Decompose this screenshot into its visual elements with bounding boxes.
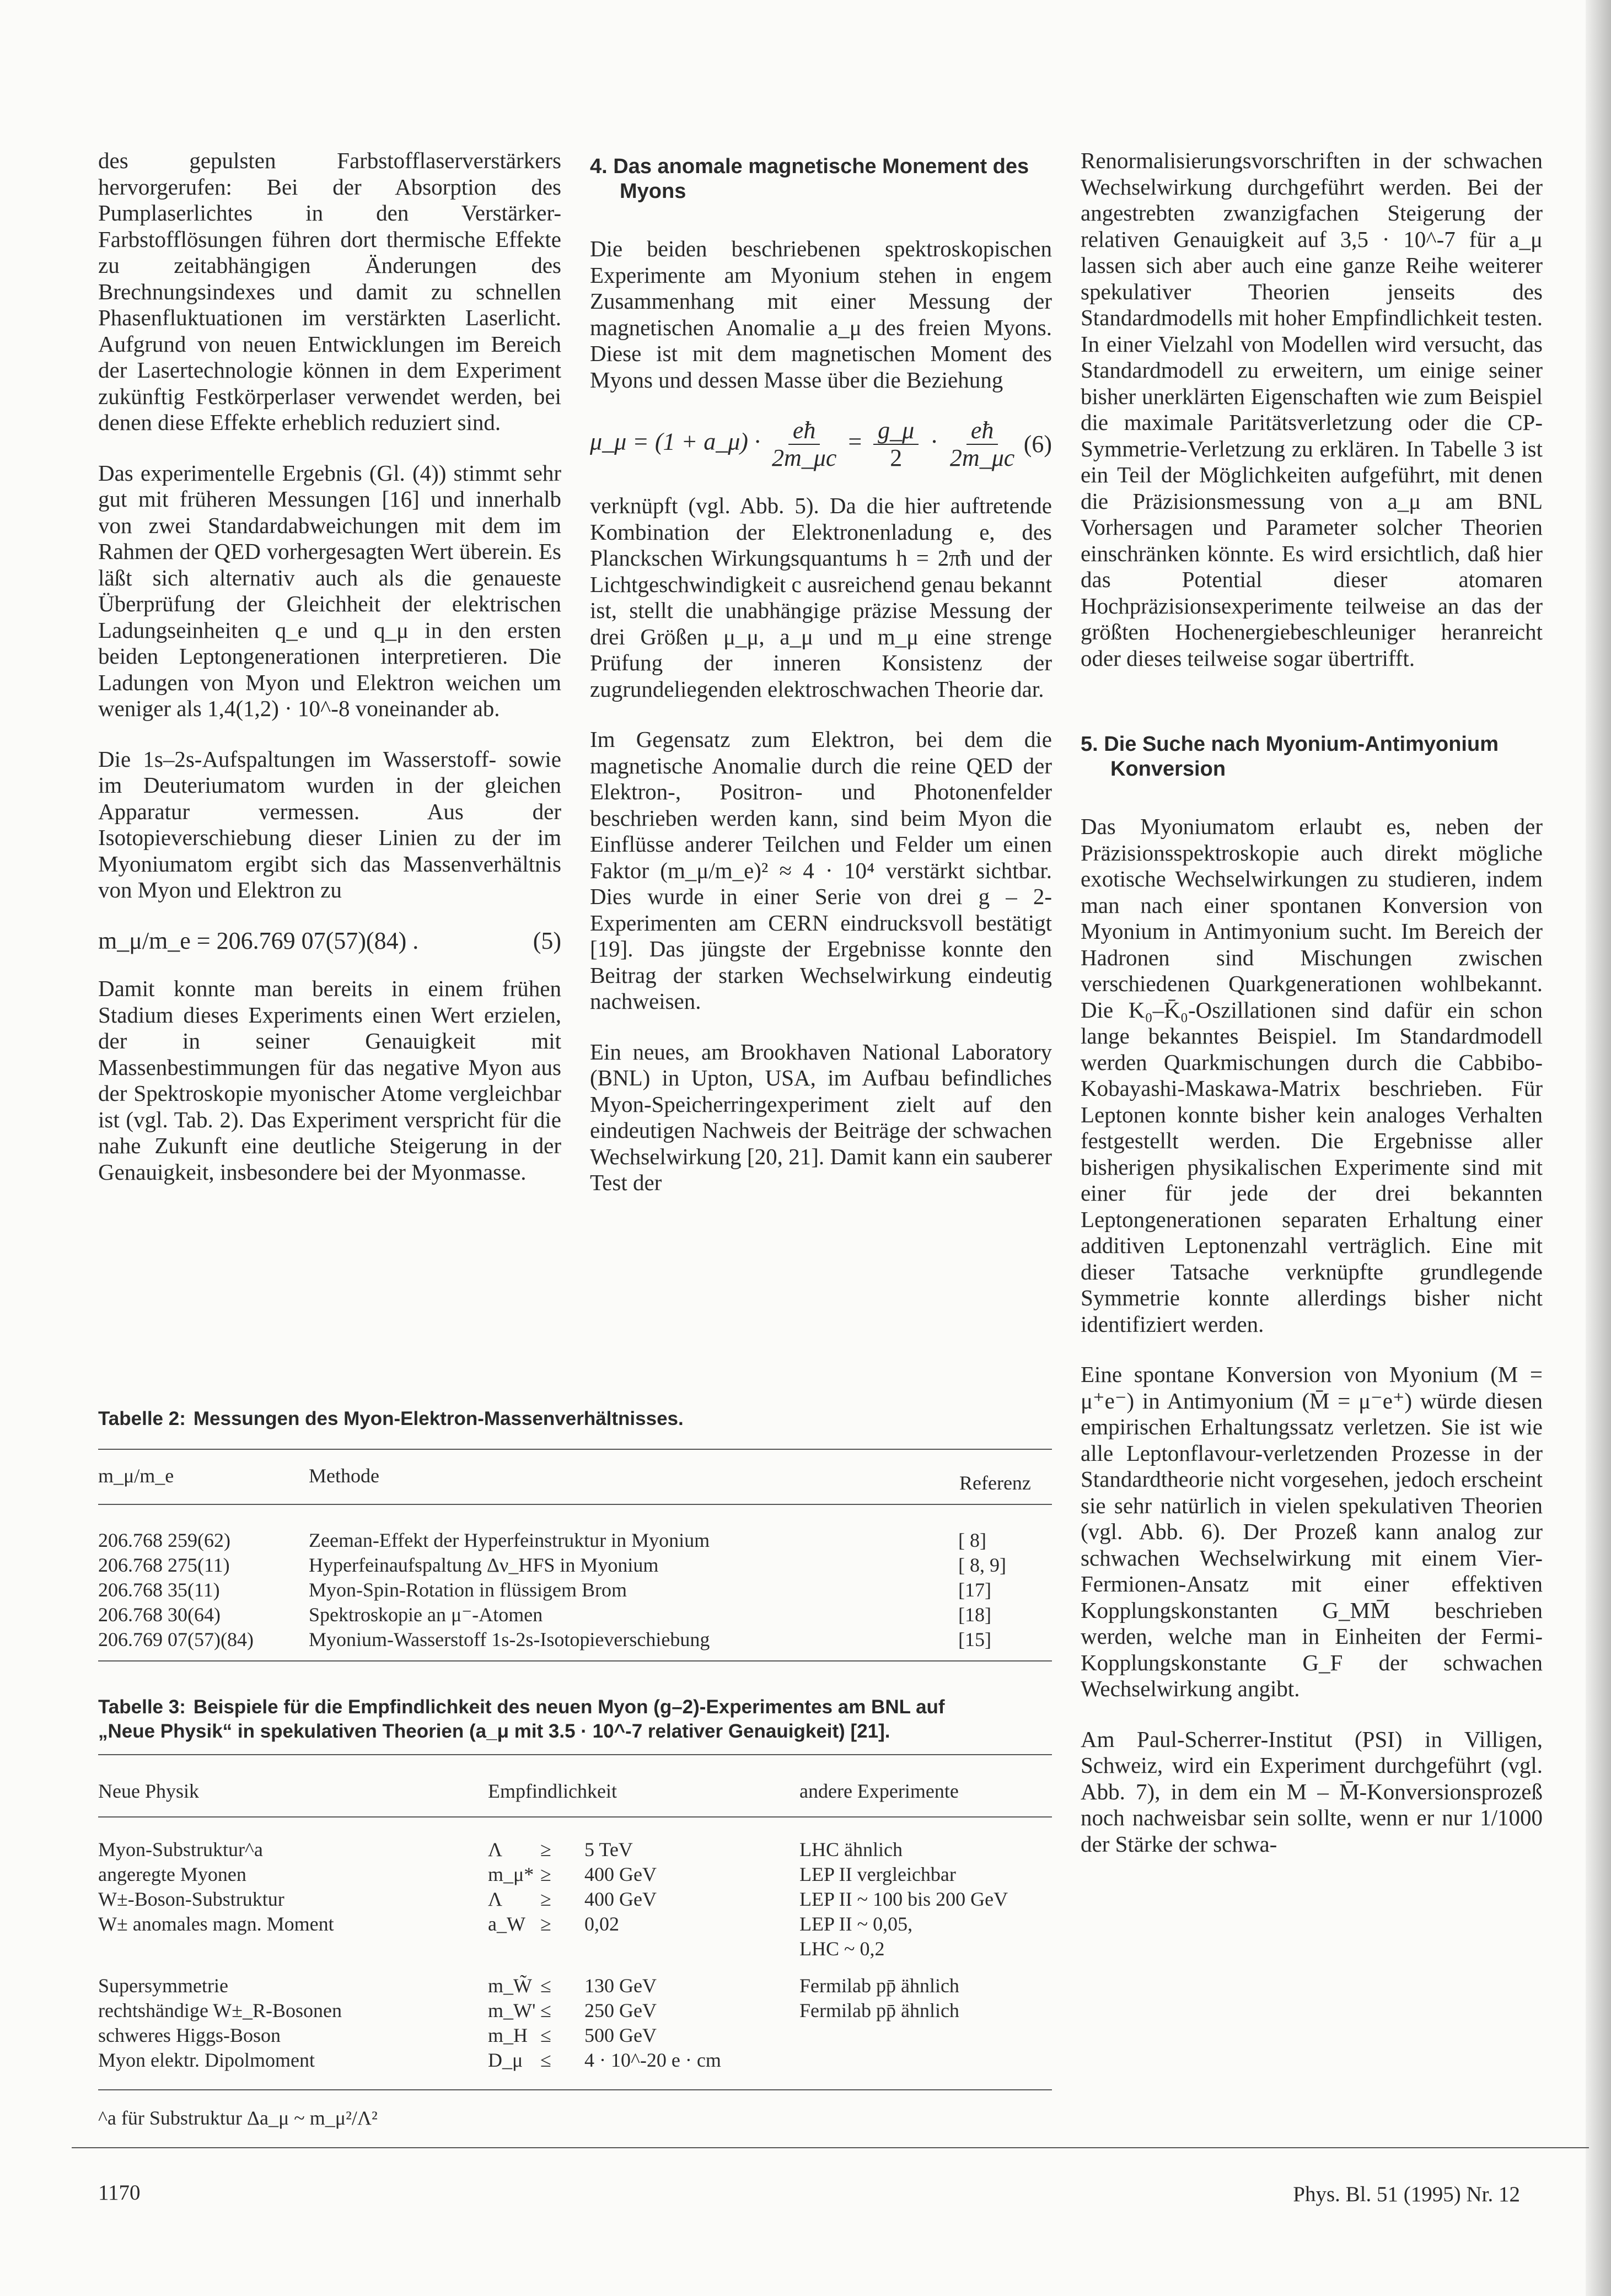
table-2-column-values xyxy=(98,1528,254,1652)
table-2-top-rule xyxy=(98,1449,1052,1450)
table-cell: Supersymmetrie xyxy=(98,1975,228,1997)
table-cell: [18] xyxy=(958,1604,991,1626)
table-cell: 130 GeV xyxy=(584,1975,657,1997)
table-cell: 206.768 35(11) xyxy=(98,1579,220,1601)
paragraph: Renormalisierungsvorschriften in der schwachen Wechselwirkung durchgeführt werden. Bei der angestrebten zwanzigfachen Steigerung der relativen Genauigkeit auf 3,5 · 10^-7 für a_μ lassen sich aber auch eine ganze Reihe weiterer spekulativer Theorien jenseits des Standardmodells mit hoher Empfindlichkeit testen. In einer Vielzahl von Modellen wird versucht, das Standardmodell zu erweitern, um einige seiner bisher unerklärten Eigenschaften wie zum Beispiel die maximale Paritätsverletzung oder die CP-Symmetrie-Verletzung zu erklären. In Tabelle 3 ist ein Teil der Möglichkeiten aufgeführt, mit denen die Präzisionsmessung von a_μ am BNL Vorhersagen und Parameter solcher Theorien einschränken könnte. Es wird ersichtlich, daß hier das Potential dieser atomaren Hochpräzisionsexperimente teilweise an das der größten Hochenergiebeschleuniger heranreicht oder dieses teilweise sogar übertrifft. xyxy=(1081,148,1543,671)
equation-6-number: (6) xyxy=(1023,430,1052,458)
paragraph: Das Myoniumatom erlaubt es, neben der Präzisionsspektroskopie auch direkt mögliche exotische Wechselwirkungen zu studieren, indem man nach einer spontanen Konversion von Myonium in Antimyonium sucht. Im Bereich der Hadronen sind Mischungen zwischen verschiedenen Quarkgenerationen wohlbekannt. Die K₀–K̄₀-Oszillationen sind dafür ein schon lange bekanntes Beispiel. Im Standardmodell werden Quarkmischungen durch die Cabbibo-Kobayashi-Maskawa-Matrix beschrieben. Für Leptonen konnte bisher kein analoges Verhalten festgestellt werden. Die Ergebnisse aller bisherigen physikalischen Experimente sind mit einer für jede der drei bekannten Leptongenerationen separaten Erhaltung einer additiven Leptonenzahl verträglich. Eine mit dieser Tatsache verknüpfte grundlegende Symmetrie konnte allerdings bisher nicht identifiziert werden. xyxy=(1081,814,1543,1337)
table-cell: 5 TeV xyxy=(584,1838,633,1861)
table-cell: 500 GeV xyxy=(584,2024,657,2046)
table-cell: ≤ xyxy=(540,1975,551,1997)
table-cell: ≤ xyxy=(540,2024,551,2046)
equation-5-number: (5) xyxy=(533,927,561,954)
table-cell xyxy=(540,1937,551,1961)
eq6-fraction-1 xyxy=(772,417,836,471)
table-cell: m_H xyxy=(488,2024,528,2046)
table-cell: a_W xyxy=(488,1913,525,1935)
table-3-title-line-2: „Neue Physik“ in spekulativen Theorien (a_μ mit 3.5 · 10^-7 relativer Genauigkeit) [21]. xyxy=(98,1720,890,1742)
paragraph: Im Gegensatz zum Elektron, bei dem die magnetische Anomalie durch die reine QED der Elektron-, Positron- und Photonenfelder beschrieben werden kann, sind beim Myon die Einflüsse anderer Teilchen und Felder um einen Faktor (m_μ/m_e)² ≈ 4 · 10⁴ verstärkt sichtbar. Dies wurde in einer Serie von drei g – 2-Experimenten am CERN eindrucksvoll bestätigt [19]. Das jüngste der Ergebnisse konnte den Beitrag der starken Wechselwirkung eindeutig nachweisen. xyxy=(590,727,1052,1014)
paragraph: Damit konnte man bereits in einem frühen Stadium dieses Experiments einen Wert erzielen, der in seiner Genauigkeit mit Massenbestimmungen für das negative Myon aus der Spektroskopie myonischer Atome vergleichbar ist (vgl. Tab. 2). Das Experiment verspricht für die nahe Zukunft eine deutliche Steigerung in der Genauigkeit, insbesondere bei der Myonmasse. xyxy=(98,976,561,1185)
table-3-group-1-physics xyxy=(98,1837,334,1961)
table-cell: Λ xyxy=(488,1838,503,1861)
table-cell: 206.768 30(64) xyxy=(98,1604,221,1626)
journal-reference: Phys. Bl. 51 (1995) Nr. 12 xyxy=(1293,2182,1520,2206)
table-cell: LEP II vergleichbar xyxy=(799,1863,956,1885)
table-cell: 400 GeV xyxy=(584,1863,657,1885)
table-cell: 250 GeV xyxy=(584,1999,657,2021)
table-3-group-2-other xyxy=(799,1974,959,2073)
table-cell: Myonium-Wasserstoff 1s-2s-Isotopieverschiebung xyxy=(309,1628,710,1650)
section-heading-5: 5. Die Suche nach Myonium-Antimyonium Konversion xyxy=(1081,733,1499,781)
footer-rule xyxy=(72,2147,1589,2148)
table-cell xyxy=(799,2048,959,2073)
paragraph: verknüpft (vgl. Abb. 5). Da die hier auftretende Kombination der Elektronenladung e, des Planckschen Wirkungsquantums h = 2πħ und der Lichtgeschwindigkeit c ausreichend genau bekannt ist, stellt die unabhängige präzise Messung der drei Größen μ_μ, a_μ und m_μ eine strenge Prüfung der inneren Konsistenz der zugrundeliegenden elektroschwachen Theorie dar. xyxy=(590,493,1052,702)
table-3-header-other: andere Experimente xyxy=(799,1780,959,1802)
table-cell: 4 · 10^-20 e · cm xyxy=(584,2049,721,2071)
table-cell: Myon elektr. Dipolmoment xyxy=(98,2049,315,2071)
section-heading-4: 4. Das anomale magnetische Monement des Myons xyxy=(590,155,1029,203)
table-2-label: Tabelle 2: xyxy=(98,1408,186,1429)
table-cell: Myon-Spin-Rotation in flüssigem Brom xyxy=(309,1579,627,1601)
table-cell: ≥ xyxy=(540,1838,551,1861)
table-2-header-quantity: m_μ/m_e xyxy=(98,1465,174,1487)
table-cell: ≤ xyxy=(540,1999,551,2021)
table-3-header-sensitivity: Empfindlichkeit xyxy=(488,1780,617,1802)
eq6-f1-num: eħ xyxy=(788,417,820,445)
table-3-top-rule xyxy=(98,1754,1052,1755)
table-3-group-2-symbol xyxy=(488,1974,535,2073)
table-3-footnote: ^a für Substruktur Δa_μ ~ m_μ²/Λ² xyxy=(98,2107,378,2129)
column-2 xyxy=(590,154,1052,1196)
column-1 xyxy=(98,148,561,1185)
table-cell: ≥ xyxy=(540,1913,551,1935)
table-3-caption xyxy=(98,1695,945,1744)
table-3-group-1-relation xyxy=(540,1837,551,1961)
table-2-header-rule xyxy=(98,1504,1052,1505)
table-cell xyxy=(799,2023,959,2048)
table-cell xyxy=(98,1937,334,1961)
table-cell: Λ xyxy=(488,1888,503,1910)
eq6-f2-num: g_μ xyxy=(873,417,919,445)
table-2-column-methods xyxy=(309,1528,710,1652)
table-cell: Fermilab pp̄ ähnlich xyxy=(799,1975,959,1997)
page-edge-shadow xyxy=(1586,0,1611,2296)
table-3-group-1-value xyxy=(584,1837,657,1961)
column-3 xyxy=(1081,148,1543,1857)
equation-6-body xyxy=(590,417,1020,471)
table-2-title: Messungen des Myon-Elektron-Massenverhältnisses. xyxy=(193,1408,684,1429)
table-cell: 206.769 07(57)(84) xyxy=(98,1628,254,1650)
table-cell: [ 8, 9] xyxy=(958,1554,1006,1576)
paragraph: Die beiden beschriebenen spektroskopischen Experimente am Myonium stehen in engem Zusammenhang mit einer Messung der magnetischen Anomalie a_μ des freien Myons. Diese ist mit dem magnetischen Moment des Myons und dessen Masse über die Beziehung xyxy=(590,236,1052,392)
table-3-title-line-1: Beispiele für die Empfindlichkeit des neuen Myon (g–2)-Experimentes am BNL auf xyxy=(193,1696,945,1718)
table-2-header-method: Methode xyxy=(309,1465,379,1487)
table-3-caption-line-1 xyxy=(98,1695,945,1719)
table-cell: ≤ xyxy=(540,2049,551,2071)
table-cell: Fermilab pp̄ ähnlich xyxy=(799,1999,959,2021)
equation-5 xyxy=(98,928,561,954)
table-cell: LHC ~ 0,2 xyxy=(799,1938,885,1960)
table-3-group-1-other xyxy=(799,1837,1008,1961)
table-cell: Hyperfeinaufspaltung Δν_HFS in Myonium xyxy=(309,1554,659,1576)
paragraph: Eine spontane Konversion von Myonium (M = μ⁺e⁻) in Antimyonium (M̄ = μ⁻e⁺) würde diesen empirischen Erhaltungssatz verletzen. Sie ist wie alle Leptonflavour-verletzenden Prozesse in der Standardtheorie nicht vorgesehen, jedoch erscheint sie sehr natürlich in vielen spekulativen Theorien (vgl. Abb. 6). Der Prozeß kann analog zur schwachen Wechselwirkung mit einem Vier-Fermionen-Ansatz mit einer effektiven Kopplungskonstanten G_MM̄ beschrieben werden, welche man in Einheiten der Fermi-Kopplungskonstante G_F der schwachen Wechselwirkung angibt. xyxy=(1081,1362,1543,1701)
table-cell xyxy=(584,1937,657,1961)
paragraph: Ein neues, am Brookhaven National Laboratory (BNL) in Upton, USA, im Aufbau befindliches Myon-Speicherringexperiment zielt auf den eindeutigen Nachweis der Beiträge der schwachen Wechselwirkung [20, 21]. Damit kann ein sauberer Test der xyxy=(590,1039,1052,1195)
table-cell: W±-Boson-Substruktur xyxy=(98,1888,284,1910)
table-3-header-rule xyxy=(98,1816,1052,1818)
eq6-f3-den: 2m_μc xyxy=(949,444,1015,471)
table-3-group-1-symbol xyxy=(488,1837,534,1961)
table-cell: [ 8] xyxy=(958,1529,986,1551)
table-3-group-2-value xyxy=(584,1974,721,2073)
table-cell: 206.768 275(11) xyxy=(98,1554,230,1576)
table-3-group-2-physics xyxy=(98,1974,342,2073)
table-2-bottom-rule xyxy=(98,1660,1052,1661)
paragraph: des gepulsten Farbstofflaserverstärkers hervorgerufen: Bei der Absorption des Pumplaserlichtes in den Verstärker-Farbstofflösungen führen dort thermische Effekte zu zeitabhängigen Änderungen des Brechnungsindexes und damit zu schnellen Phasenfluktuationen im verstärkten Laserlicht. Aufgrund von neuen Entwicklungen im Bereich der Lasertechnologie können in dem Experiment zukünftig Festkörperlaser verwendet werden, bei denen diese Effekte erheblich reduziert sind. xyxy=(98,148,561,435)
table-cell: schweres Higgs-Boson xyxy=(98,2024,281,2046)
table-cell: 0,02 xyxy=(584,1913,619,1935)
table-cell: rechtshändige W±_R-Bosonen xyxy=(98,1999,342,2021)
eq6-fraction-3 xyxy=(950,417,1014,471)
eq6-f3-num: eħ xyxy=(966,417,998,445)
table-cell: Spektroskopie an μ⁻-Atomen xyxy=(309,1604,543,1626)
equation-6 xyxy=(590,417,1052,471)
table-cell xyxy=(488,1937,534,1961)
table-cell: Zeeman-Effekt der Hyperfeinstruktur in Myonium xyxy=(309,1529,710,1551)
table-cell: Myon-Substruktur^a xyxy=(98,1838,263,1861)
eq6-equals: = xyxy=(848,428,862,455)
paragraph: Die 1s–2s-Aufspaltungen im Wasserstoff- sowie im Deuteriumatom wurden in der gleichen Apparatur vermessen. Aus der Isotopieverschiebung dieser Linien zu der im Myoniumatom ergibt sich das Massenverhältnis von Myon und Elektron zu xyxy=(98,746,561,902)
table-2-column-references xyxy=(958,1528,1006,1652)
eq6-f2-den: 2 xyxy=(890,444,903,471)
paragraph: Das experimentelle Ergebnis (Gl. (4)) stimmt sehr gut mit früheren Messungen [16] und innerhalb von zwei Standardabweichungen mit dem im Rahmen der QED vorhergesagten Wert überein. Es läßt sich alternativ auch als die genaueste Überprüfung der Gleichheit der elektrischen Ladungseinheiten q_e und q_μ in den ersten beiden Leptongenerationen interpretieren. Die Ladungen von Myon und Elektron weichen um weniger als 1,4(1,2) · 10^-8 voneinander ab. xyxy=(98,460,561,721)
eq6-dot: · xyxy=(930,428,938,455)
table-cell: m_μ* xyxy=(488,1863,534,1885)
table-3-label: Tabelle 3: xyxy=(98,1696,186,1718)
paragraph: Am Paul-Scherrer-Institut (PSI) in Villigen, Schweiz, wird ein Experiment durchgeführt (vgl. Abb. 7), in dem ein M – M̄-Konversionsprozeß noch nachweisbar sein sollte, wenn er nur 1/1000 der Stärke der schwa- xyxy=(1081,1726,1543,1857)
eq6-f1-den: 2m_μc xyxy=(771,444,837,471)
page-number: 1170 xyxy=(98,2181,141,2204)
equation-5-body: m_μ/m_e = 206.769 07(57)(84) . xyxy=(98,927,419,954)
table-cell: m_W' xyxy=(488,1999,536,2021)
table-2-header-reference: Referenz xyxy=(959,1472,1031,1494)
table-cell: LHC ähnlich xyxy=(799,1838,903,1861)
table-3-header-physics: Neue Physik xyxy=(98,1780,199,1802)
table-cell: angeregte Myonen xyxy=(98,1863,246,1885)
table-cell: [17] xyxy=(958,1579,991,1601)
table-2-caption xyxy=(98,1407,684,1431)
table-3-bottom-rule xyxy=(98,2089,1052,2090)
table-cell: 206.768 259(62) xyxy=(98,1529,230,1551)
table-cell: [15] xyxy=(958,1628,991,1650)
table-cell: W± anomales magn. Moment xyxy=(98,1913,334,1935)
eq6-lhs: μ_μ = (1 + a_μ) · xyxy=(590,428,760,455)
table-cell: ≥ xyxy=(540,1863,551,1885)
table-cell: m_W̃ xyxy=(488,1975,532,1997)
table-cell: D_μ xyxy=(488,2049,523,2071)
table-cell: ≥ xyxy=(540,1888,551,1910)
eq6-fraction-2 xyxy=(873,417,919,471)
table-3-group-2-relation xyxy=(540,1974,551,2073)
table-cell: LEP II ~ 0,05, xyxy=(799,1913,913,1935)
table-cell: LEP II ~ 100 bis 200 GeV xyxy=(799,1888,1008,1910)
table-cell: 400 GeV xyxy=(584,1888,657,1910)
